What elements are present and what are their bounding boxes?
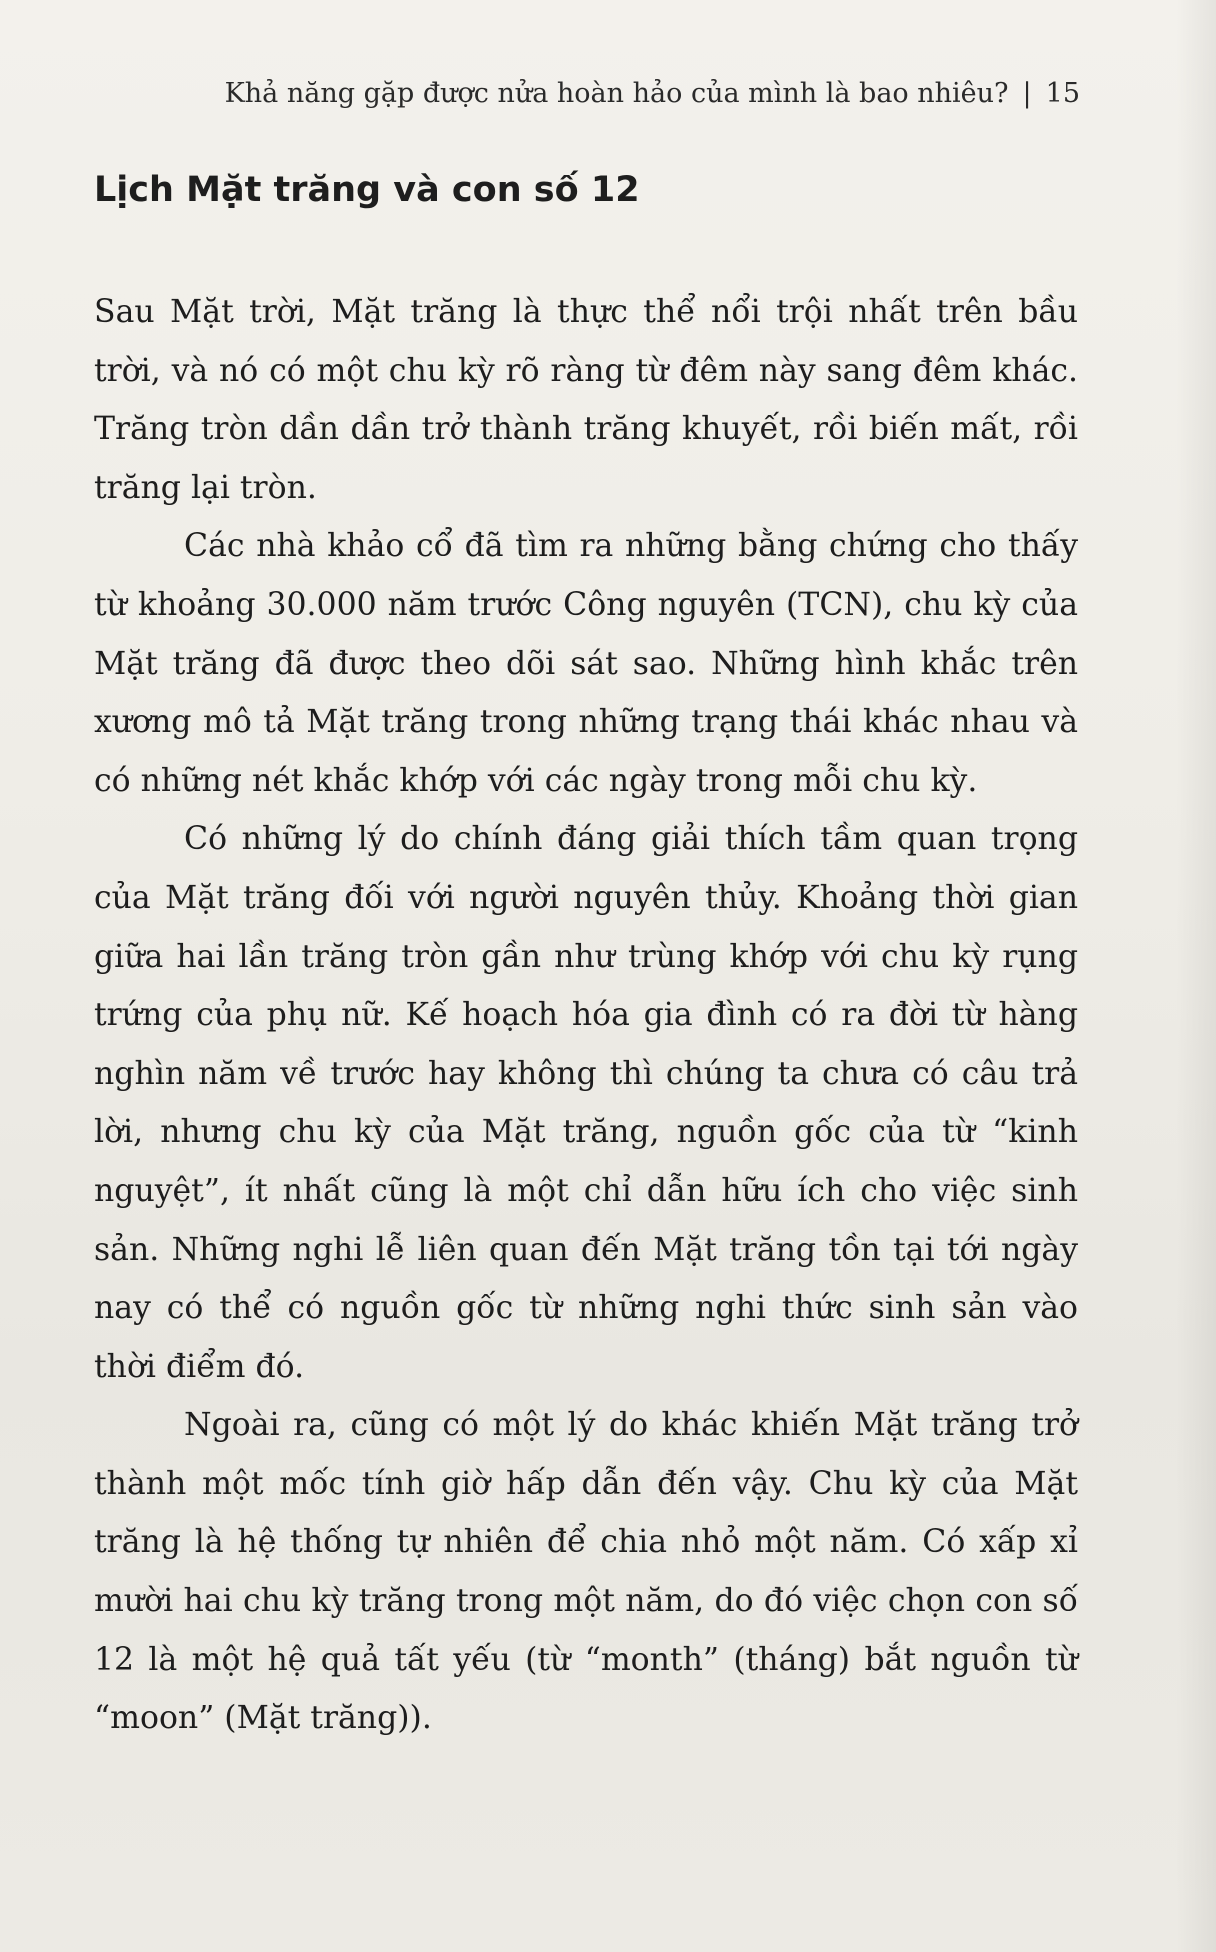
paragraph-2: Các nhà khảo cổ đã tìm ra những bằng chứng cho thấy từ khoảng 30.000 năm trước Công nguyên (TCN), chu kỳ của Mặt trăng đã được theo dõi sát sao. Những hình khắc trên xương mô tả Mặt trăng trong những trạng thái khác nhau và có những nét khắc khớp với các ngày trong mỗi chu kỳ. xyxy=(94,528,1078,799)
paragraph-1: Sau Mặt trời, Mặt trăng là thực thể nổi trội nhất trên bầu trời, và nó có một chu kỳ rõ ràng từ đêm này sang đêm khác. Trăng tròn dần dần trở thành trăng khuyết, rồi biến mất, rồi trăng lại tròn. xyxy=(94,294,1078,506)
section-title: Lịch Mặt trăng và con số 12 xyxy=(94,170,640,210)
paragraph-3: Có những lý do chính đáng giải thích tầm quan trọng của Mặt trăng đối với người nguyên thủy. Khoảng thời gian giữa hai lần trăng tròn gần như trùng khớp với chu kỳ rụng trứng của phụ nữ. Kế hoạch hóa gia đình có ra đời từ hàng nghìn năm về trước hay không thì chúng ta chưa có câu trả lời, nhưng chu kỳ của Mặt trăng, nguồn gốc của từ “kinh nguyệt”, ít nhất cũng là một chỉ dẫn hữu ích cho việc sinh sản. Những nghi lễ liên quan đến Mặt trăng tồn tại tới ngày nay có thể có nguồn gốc từ những nghi thức sinh sản vào thời điểm đó. xyxy=(94,821,1078,1385)
header-separator: | xyxy=(1022,78,1032,109)
paragraph-4: Ngoài ra, cũng có một lý do khác khiến Mặt trăng trở thành một mốc tính giờ hấp dẫn đến vậy. Chu kỳ của Mặt trăng là hệ thống tự nhiên để chia nhỏ một năm. Có xấp xỉ mười hai chu kỳ trăng trong một năm, do đó việc chọn con số 12 là một hệ quả tất yếu (từ “month” (tháng) bắt nguồn từ “moon” (Mặt trăng)). xyxy=(94,1407,1078,1737)
page-edge-shadow xyxy=(1176,0,1216,1952)
running-header xyxy=(120,78,1080,109)
body-text xyxy=(94,283,1078,1748)
page-number: 15 xyxy=(1045,78,1080,109)
running-title: Khả năng gặp được nửa hoàn hảo của mình là bao nhiêu? xyxy=(224,78,1009,109)
